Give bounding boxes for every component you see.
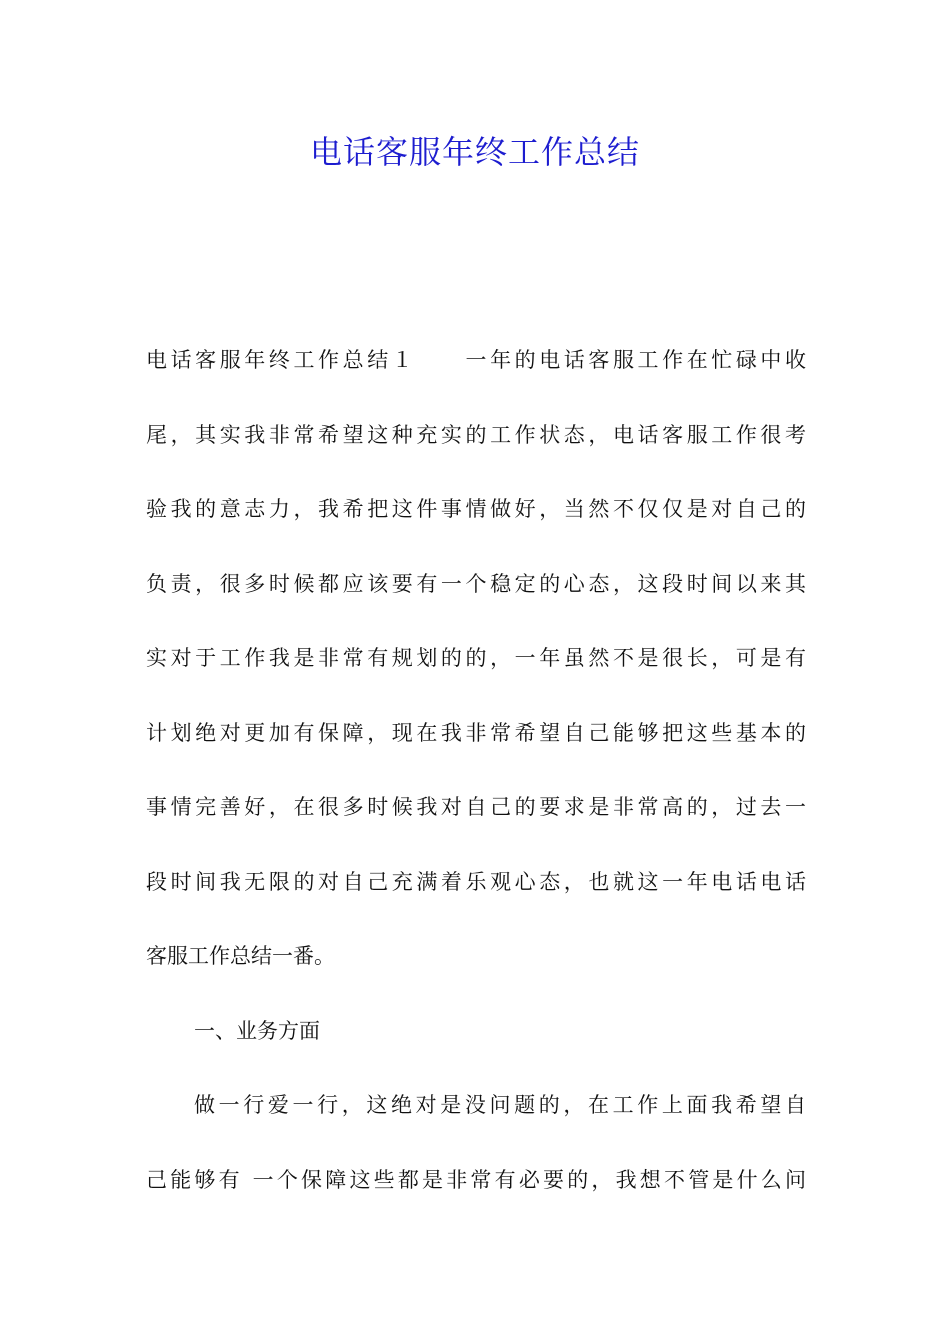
body-line: 段时间我无限的对自己充满着乐观心态，也就这一年电话电话 xyxy=(146,869,806,894)
body-line: 计划绝对更加有保障，现在我非常希望自己能够把这些基本的 xyxy=(146,720,806,745)
body-line: 事情完善好，在很多时候我对自己的要求是非常高的，过去一 xyxy=(146,795,806,819)
document-body xyxy=(146,336,806,1230)
body-line: 己能够有 一个保障这些都是非常有必要的，我想不管是什么问 xyxy=(146,1167,806,1192)
body-line: 做一行爱一行，这绝对是没问题的，在工作上面我希望自 xyxy=(194,1093,806,1117)
document-title: 电话客服年终工作总结 xyxy=(309,133,640,171)
body-line: 验我的意志力，我希把这件事情做好，当然不仅仅是对自己的 xyxy=(146,497,806,521)
body-line: 负责，很多时候都应该要有一个稳定的心态，这段时间以来其 xyxy=(146,571,806,596)
body-line: 电话客服年终工作总结１ 一年的电话客服工作在忙碌中收 xyxy=(146,348,806,372)
section-heading: 一、业务方面 xyxy=(194,1018,320,1043)
body-line: 客服工作总结一番。 xyxy=(146,944,335,968)
body-line: 实对于工作我是非常有规划的的，一年虽然不是很长，可是有 xyxy=(146,646,806,670)
body-line: 尾，其实我非常希望这种充实的工作状态，电话客服工作很考 xyxy=(146,422,806,447)
